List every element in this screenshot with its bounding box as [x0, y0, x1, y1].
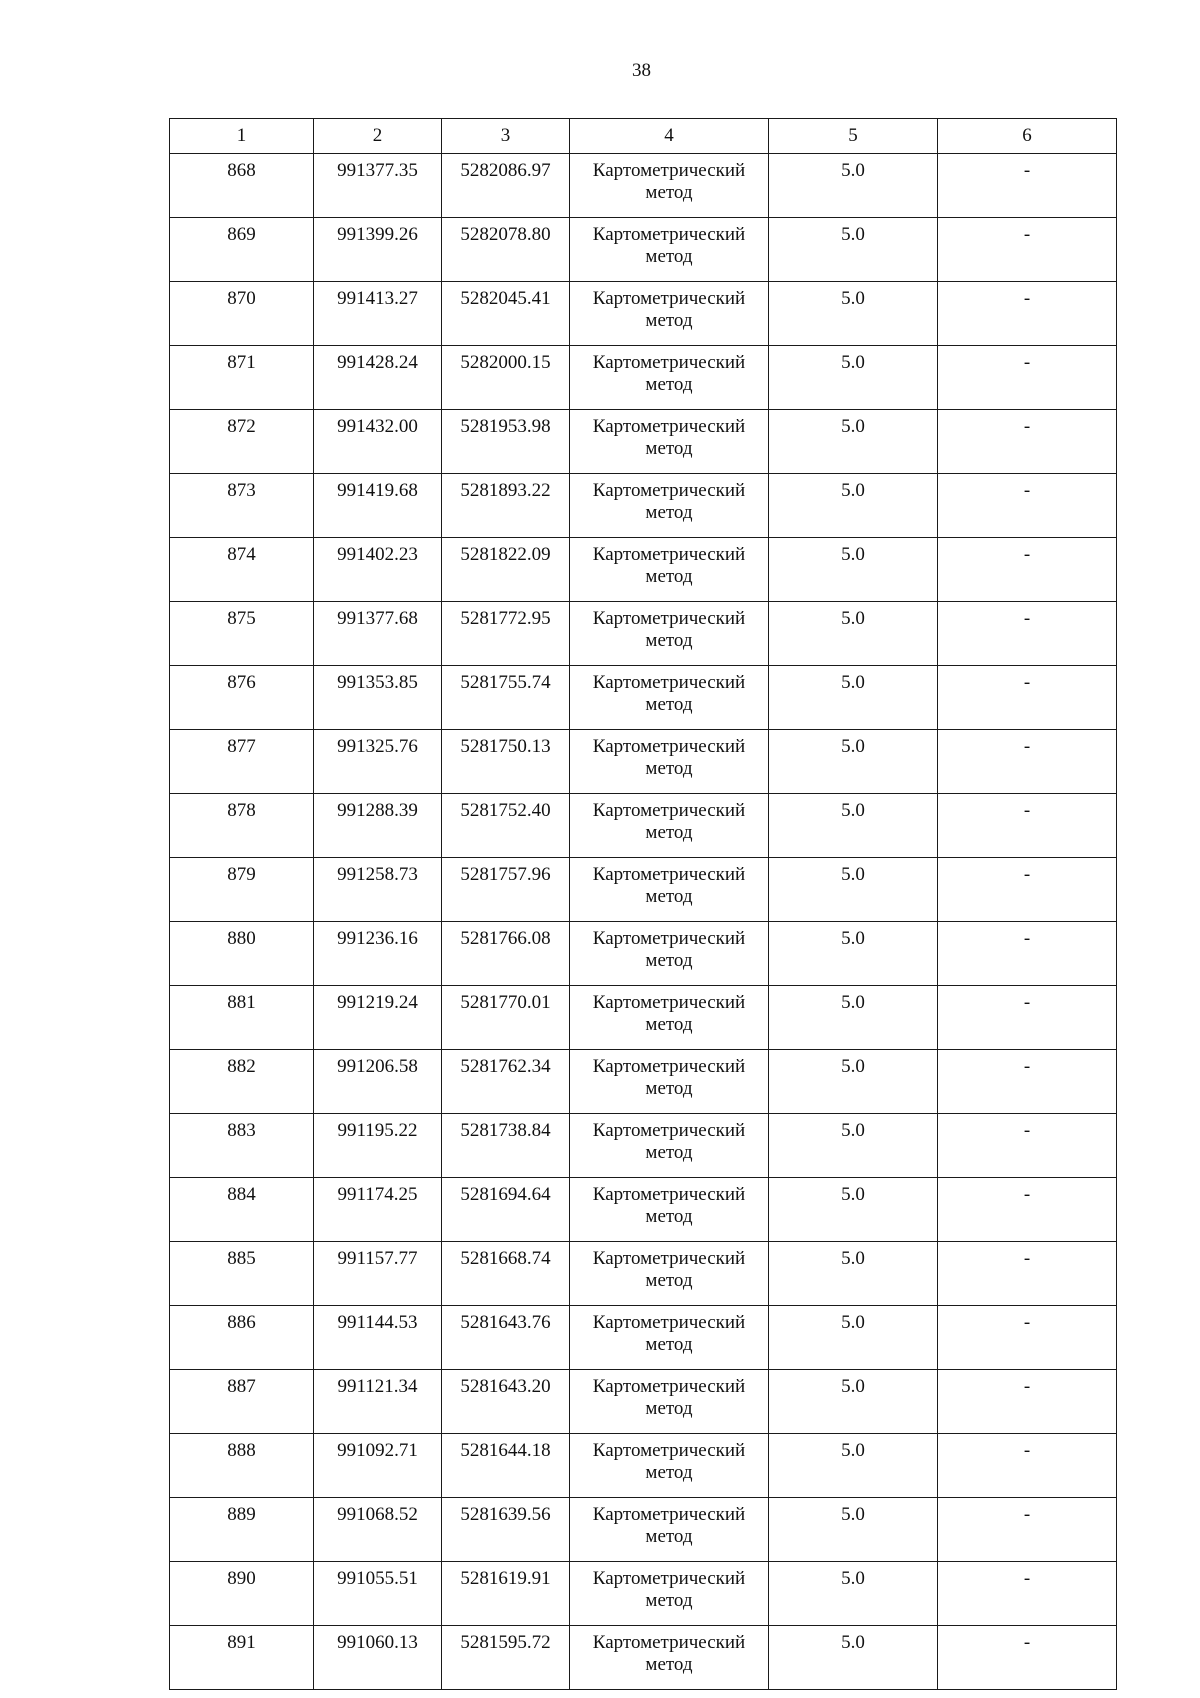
- method-line-1: Картометрический: [592, 416, 746, 437]
- method-cell: [570, 1114, 769, 1178]
- table-row: [170, 1434, 1117, 1498]
- table-row: [170, 538, 1117, 602]
- method-line-2: метод: [645, 1590, 693, 1611]
- method-line-2: метод: [645, 822, 693, 843]
- method-line-1: Картометрический: [592, 224, 746, 245]
- method-line-2: метод: [645, 1078, 693, 1099]
- method-line-2: метод: [645, 1462, 693, 1483]
- table-row: [170, 1114, 1117, 1178]
- method-line-2: метод: [645, 1142, 693, 1163]
- method-cell: [570, 666, 769, 730]
- method-cell: [570, 154, 769, 218]
- accuracy-cell: 5.0: [769, 538, 938, 602]
- y-coordinate-cell: 5282000.15: [442, 346, 570, 410]
- x-coordinate-cell: 991219.24: [314, 986, 442, 1050]
- accuracy-cell: 5.0: [769, 218, 938, 282]
- method-cell: [570, 410, 769, 474]
- accuracy-cell: 5.0: [769, 1434, 938, 1498]
- method-line-2: метод: [645, 1398, 693, 1419]
- method-line-2: метод: [645, 694, 693, 715]
- table-row: [170, 858, 1117, 922]
- y-coordinate-cell: 5281953.98: [442, 410, 570, 474]
- method-cell: [570, 1306, 769, 1370]
- method-line-1: Картометрический: [592, 800, 746, 821]
- table-row: [170, 602, 1117, 666]
- method-line-2: метод: [645, 630, 693, 651]
- point-number-cell: 875: [170, 602, 314, 666]
- table-row: [170, 1050, 1117, 1114]
- table-row: [170, 282, 1117, 346]
- method-line-2: метод: [645, 1334, 693, 1355]
- y-coordinate-cell: 5281770.01: [442, 986, 570, 1050]
- x-coordinate-cell: 991092.71: [314, 1434, 442, 1498]
- note-cell: -: [938, 602, 1117, 666]
- point-number-cell: 879: [170, 858, 314, 922]
- y-coordinate-cell: 5281752.40: [442, 794, 570, 858]
- table-row: [170, 474, 1117, 538]
- point-number-cell: 872: [170, 410, 314, 474]
- table-row: [170, 1626, 1117, 1690]
- note-cell: -: [938, 1370, 1117, 1434]
- method-line-2: метод: [645, 566, 693, 587]
- note-cell: -: [938, 410, 1117, 474]
- header-col-3: 3: [442, 119, 570, 154]
- method-cell: [570, 218, 769, 282]
- x-coordinate-cell: 991121.34: [314, 1370, 442, 1434]
- accuracy-cell: 5.0: [769, 1626, 938, 1690]
- method-line-1: Картометрический: [592, 1568, 746, 1589]
- method-line-2: метод: [645, 1014, 693, 1035]
- method-cell: [570, 1178, 769, 1242]
- table-row: [170, 1306, 1117, 1370]
- method-cell: [570, 282, 769, 346]
- note-cell: -: [938, 218, 1117, 282]
- x-coordinate-cell: 991258.73: [314, 858, 442, 922]
- note-cell: -: [938, 1242, 1117, 1306]
- note-cell: -: [938, 474, 1117, 538]
- method-line-1: Картометрический: [592, 352, 746, 373]
- accuracy-cell: 5.0: [769, 730, 938, 794]
- note-cell: -: [938, 1050, 1117, 1114]
- y-coordinate-cell: 5282086.97: [442, 154, 570, 218]
- y-coordinate-cell: 5281619.91: [442, 1562, 570, 1626]
- method-cell: [570, 922, 769, 986]
- x-coordinate-cell: 991157.77: [314, 1242, 442, 1306]
- method-line-1: Картометрический: [592, 608, 746, 629]
- method-line-2: метод: [645, 374, 693, 395]
- point-number-cell: 868: [170, 154, 314, 218]
- x-coordinate-cell: 991174.25: [314, 1178, 442, 1242]
- y-coordinate-cell: 5281822.09: [442, 538, 570, 602]
- y-coordinate-cell: 5281668.74: [442, 1242, 570, 1306]
- point-number-cell: 882: [170, 1050, 314, 1114]
- accuracy-cell: 5.0: [769, 602, 938, 666]
- method-cell: [570, 1242, 769, 1306]
- method-cell: [570, 794, 769, 858]
- method-line-1: Картометрический: [592, 736, 746, 757]
- note-cell: -: [938, 666, 1117, 730]
- point-number-cell: 883: [170, 1114, 314, 1178]
- method-line-1: Картометрический: [592, 544, 746, 565]
- table-body: [170, 154, 1117, 1690]
- method-line-2: метод: [645, 950, 693, 971]
- x-coordinate-cell: 991377.68: [314, 602, 442, 666]
- y-coordinate-cell: 5281644.18: [442, 1434, 570, 1498]
- point-number-cell: 887: [170, 1370, 314, 1434]
- accuracy-cell: 5.0: [769, 346, 938, 410]
- table-row: [170, 1178, 1117, 1242]
- method-line-2: метод: [645, 1206, 693, 1227]
- method-cell: [570, 730, 769, 794]
- x-coordinate-cell: 991353.85: [314, 666, 442, 730]
- x-coordinate-cell: 991144.53: [314, 1306, 442, 1370]
- table-row: [170, 1242, 1117, 1306]
- x-coordinate-cell: 991428.24: [314, 346, 442, 410]
- point-number-cell: 873: [170, 474, 314, 538]
- accuracy-cell: 5.0: [769, 858, 938, 922]
- method-line-2: метод: [645, 1270, 693, 1291]
- method-cell: [570, 346, 769, 410]
- note-cell: -: [938, 1498, 1117, 1562]
- table-row: [170, 1370, 1117, 1434]
- table-row: [170, 666, 1117, 730]
- header-col-4: 4: [570, 119, 769, 154]
- x-coordinate-cell: 991068.52: [314, 1498, 442, 1562]
- note-cell: -: [938, 922, 1117, 986]
- y-coordinate-cell: 5282045.41: [442, 282, 570, 346]
- method-cell: [570, 1562, 769, 1626]
- header-col-2: 2: [314, 119, 442, 154]
- y-coordinate-cell: 5281893.22: [442, 474, 570, 538]
- point-number-cell: 884: [170, 1178, 314, 1242]
- page-number: 38: [632, 60, 651, 81]
- header-col-1: 1: [170, 119, 314, 154]
- note-cell: -: [938, 794, 1117, 858]
- table-row: [170, 794, 1117, 858]
- x-coordinate-cell: 991377.35: [314, 154, 442, 218]
- point-number-cell: 876: [170, 666, 314, 730]
- method-line-1: Картометрический: [592, 1632, 746, 1653]
- x-coordinate-cell: 991288.39: [314, 794, 442, 858]
- method-line-2: метод: [645, 886, 693, 907]
- accuracy-cell: 5.0: [769, 474, 938, 538]
- x-coordinate-cell: 991402.23: [314, 538, 442, 602]
- accuracy-cell: 5.0: [769, 1178, 938, 1242]
- method-line-2: метод: [645, 246, 693, 267]
- note-cell: -: [938, 1626, 1117, 1690]
- table-header: [170, 119, 1117, 154]
- y-coordinate-cell: 5281595.72: [442, 1626, 570, 1690]
- method-cell: [570, 1498, 769, 1562]
- method-line-2: метод: [645, 438, 693, 459]
- note-cell: -: [938, 730, 1117, 794]
- point-number-cell: 870: [170, 282, 314, 346]
- y-coordinate-cell: 5281755.74: [442, 666, 570, 730]
- x-coordinate-cell: 991419.68: [314, 474, 442, 538]
- method-cell: [570, 1370, 769, 1434]
- method-line-1: Картометрический: [592, 1376, 746, 1397]
- table-row: [170, 1498, 1117, 1562]
- accuracy-cell: 5.0: [769, 1114, 938, 1178]
- x-coordinate-cell: 991195.22: [314, 1114, 442, 1178]
- x-coordinate-cell: 991399.26: [314, 218, 442, 282]
- header-row: [170, 119, 1117, 154]
- x-coordinate-cell: 991432.00: [314, 410, 442, 474]
- method-line-1: Картометрический: [592, 1504, 746, 1525]
- y-coordinate-cell: 5281738.84: [442, 1114, 570, 1178]
- accuracy-cell: 5.0: [769, 1306, 938, 1370]
- accuracy-cell: 5.0: [769, 154, 938, 218]
- y-coordinate-cell: 5281643.20: [442, 1370, 570, 1434]
- method-line-2: метод: [645, 758, 693, 779]
- accuracy-cell: 5.0: [769, 1242, 938, 1306]
- accuracy-cell: 5.0: [769, 410, 938, 474]
- y-coordinate-cell: 5281772.95: [442, 602, 570, 666]
- method-line-1: Картометрический: [592, 1120, 746, 1141]
- x-coordinate-cell: 991236.16: [314, 922, 442, 986]
- note-cell: -: [938, 1434, 1117, 1498]
- method-line-1: Картометрический: [592, 160, 746, 181]
- note-cell: -: [938, 986, 1117, 1050]
- point-number-cell: 880: [170, 922, 314, 986]
- accuracy-cell: 5.0: [769, 666, 938, 730]
- accuracy-cell: 5.0: [769, 922, 938, 986]
- method-line-2: метод: [645, 310, 693, 331]
- note-cell: -: [938, 538, 1117, 602]
- point-number-cell: 877: [170, 730, 314, 794]
- method-line-1: Картометрический: [592, 1440, 746, 1461]
- method-cell: [570, 1626, 769, 1690]
- header-col-6: 6: [938, 119, 1117, 154]
- y-coordinate-cell: 5281762.34: [442, 1050, 570, 1114]
- point-number-cell: 886: [170, 1306, 314, 1370]
- point-number-cell: 881: [170, 986, 314, 1050]
- table-row: [170, 154, 1117, 218]
- method-line-1: Картометрический: [592, 928, 746, 949]
- point-number-cell: 891: [170, 1626, 314, 1690]
- y-coordinate-cell: 5281757.96: [442, 858, 570, 922]
- table-row: [170, 346, 1117, 410]
- method-line-1: Картометрический: [592, 1184, 746, 1205]
- note-cell: -: [938, 1178, 1117, 1242]
- method-cell: [570, 474, 769, 538]
- point-number-cell: 890: [170, 1562, 314, 1626]
- note-cell: -: [938, 154, 1117, 218]
- point-number-cell: 889: [170, 1498, 314, 1562]
- y-coordinate-cell: 5281639.56: [442, 1498, 570, 1562]
- method-cell: [570, 602, 769, 666]
- method-cell: [570, 986, 769, 1050]
- table-row: [170, 730, 1117, 794]
- table-row: [170, 218, 1117, 282]
- x-coordinate-cell: 991055.51: [314, 1562, 442, 1626]
- note-cell: -: [938, 858, 1117, 922]
- method-line-2: метод: [645, 1654, 693, 1675]
- accuracy-cell: 5.0: [769, 1050, 938, 1114]
- table-row: [170, 1562, 1117, 1626]
- method-line-1: Картометрический: [592, 1056, 746, 1077]
- note-cell: -: [938, 1114, 1117, 1178]
- table-row: [170, 410, 1117, 474]
- table-row: [170, 986, 1117, 1050]
- table-row: [170, 922, 1117, 986]
- y-coordinate-cell: 5281750.13: [442, 730, 570, 794]
- coordinates-table: [169, 118, 1117, 1690]
- accuracy-cell: 5.0: [769, 1498, 938, 1562]
- note-cell: -: [938, 1306, 1117, 1370]
- method-line-1: Картометрический: [592, 1248, 746, 1269]
- method-line-2: метод: [645, 502, 693, 523]
- accuracy-cell: 5.0: [769, 1562, 938, 1626]
- y-coordinate-cell: 5281694.64: [442, 1178, 570, 1242]
- y-coordinate-cell: 5281766.08: [442, 922, 570, 986]
- accuracy-cell: 5.0: [769, 986, 938, 1050]
- method-line-1: Картометрический: [592, 672, 746, 693]
- x-coordinate-cell: 991413.27: [314, 282, 442, 346]
- method-line-1: Картометрический: [592, 288, 746, 309]
- header-col-5: 5: [769, 119, 938, 154]
- note-cell: -: [938, 282, 1117, 346]
- note-cell: -: [938, 346, 1117, 410]
- y-coordinate-cell: 5282078.80: [442, 218, 570, 282]
- method-line-2: метод: [645, 182, 693, 203]
- method-cell: [570, 538, 769, 602]
- point-number-cell: 874: [170, 538, 314, 602]
- x-coordinate-cell: 991206.58: [314, 1050, 442, 1114]
- x-coordinate-cell: 991325.76: [314, 730, 442, 794]
- point-number-cell: 885: [170, 1242, 314, 1306]
- method-cell: [570, 858, 769, 922]
- method-line-1: Картометрический: [592, 1312, 746, 1333]
- point-number-cell: 878: [170, 794, 314, 858]
- accuracy-cell: 5.0: [769, 794, 938, 858]
- y-coordinate-cell: 5281643.76: [442, 1306, 570, 1370]
- point-number-cell: 869: [170, 218, 314, 282]
- accuracy-cell: 5.0: [769, 282, 938, 346]
- method-line-2: метод: [645, 1526, 693, 1547]
- method-cell: [570, 1050, 769, 1114]
- x-coordinate-cell: 991060.13: [314, 1626, 442, 1690]
- method-cell: [570, 1434, 769, 1498]
- method-line-1: Картометрический: [592, 480, 746, 501]
- point-number-cell: 888: [170, 1434, 314, 1498]
- accuracy-cell: 5.0: [769, 1370, 938, 1434]
- point-number-cell: 871: [170, 346, 314, 410]
- note-cell: -: [938, 1562, 1117, 1626]
- method-line-1: Картометрический: [592, 864, 746, 885]
- method-line-1: Картометрический: [592, 992, 746, 1013]
